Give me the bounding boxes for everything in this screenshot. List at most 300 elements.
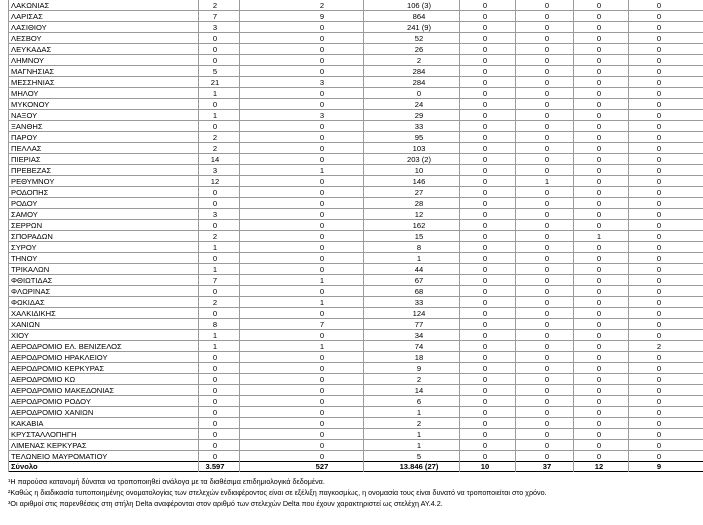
cell-value: 0 bbox=[656, 89, 662, 98]
cell-value: 0 bbox=[212, 287, 218, 296]
cell-value: 0 bbox=[544, 1, 550, 10]
grid-line bbox=[573, 0, 574, 472]
cell-value: 0 bbox=[544, 67, 550, 76]
cell-value: 0 bbox=[544, 188, 550, 197]
table-row bbox=[8, 429, 703, 440]
footnotes bbox=[8, 476, 698, 509]
cell-value: 0 bbox=[596, 56, 602, 65]
cell-value: 527 bbox=[315, 462, 329, 471]
cell-value: 0 bbox=[482, 320, 488, 329]
cell-value: 0 bbox=[319, 287, 325, 296]
cell-value: 0 bbox=[319, 441, 325, 450]
cell-value: 0 bbox=[596, 375, 602, 384]
cell-value: 1 bbox=[212, 342, 218, 351]
cell-value: 0 bbox=[596, 144, 602, 153]
cell-value: 33 bbox=[414, 298, 424, 307]
region-name: ΠΕΛΛΑΣ bbox=[11, 144, 42, 153]
cell-value: 2 bbox=[416, 375, 422, 384]
cell-value: 0 bbox=[212, 45, 218, 54]
table-row bbox=[8, 308, 703, 319]
table-row bbox=[8, 242, 703, 253]
cell-value: 0 bbox=[656, 111, 662, 120]
cell-value: 0 bbox=[482, 265, 488, 274]
table-row bbox=[8, 198, 703, 209]
cell-value: 12 bbox=[414, 210, 424, 219]
cell-value: 1 bbox=[319, 276, 325, 285]
cell-value: 0 bbox=[656, 243, 662, 252]
cell-value: 0 bbox=[656, 386, 662, 395]
cell-value: 24 bbox=[414, 100, 424, 109]
cell-value: 0 bbox=[544, 375, 550, 384]
cell-value: 0 bbox=[482, 309, 488, 318]
cell-value: 68 bbox=[414, 287, 424, 296]
region-name: ΝΑΞΟΥ bbox=[11, 111, 38, 120]
cell-value: 1 bbox=[416, 430, 422, 439]
cell-value: 0 bbox=[482, 1, 488, 10]
cell-value: 0 bbox=[656, 45, 662, 54]
cell-value: 0 bbox=[319, 155, 325, 164]
cell-value: 0 bbox=[482, 199, 488, 208]
cell-value: 0 bbox=[656, 232, 662, 241]
cell-value: 241 (9) bbox=[406, 23, 432, 32]
cell-value: 0 bbox=[544, 408, 550, 417]
cell-value: 7 bbox=[212, 12, 218, 21]
cell-value: 0 bbox=[596, 364, 602, 373]
table-row bbox=[8, 99, 703, 110]
cell-value: 0 bbox=[319, 386, 325, 395]
cell-value: 0 bbox=[482, 67, 488, 76]
cell-value: 0 bbox=[544, 111, 550, 120]
cell-value: 0 bbox=[656, 100, 662, 109]
region-name: ΦΩΚΙΔΑΣ bbox=[11, 298, 45, 307]
grid-line bbox=[628, 0, 629, 472]
table-row bbox=[8, 396, 703, 407]
region-name: ΚΑΚΑΒΙΑ bbox=[11, 419, 44, 428]
cell-value: 0 bbox=[482, 45, 488, 54]
table-row bbox=[8, 11, 703, 22]
cell-value: 0 bbox=[544, 155, 550, 164]
cell-value: 0 bbox=[319, 210, 325, 219]
cell-value: 0 bbox=[596, 287, 602, 296]
cell-value: 28 bbox=[414, 199, 424, 208]
table-row bbox=[8, 121, 703, 132]
cell-value: 0 bbox=[482, 243, 488, 252]
region-name: ΛΑΚΩΝΙΑΣ bbox=[11, 1, 50, 10]
cell-value: 0 bbox=[212, 452, 218, 461]
cell-value: 1 bbox=[212, 331, 218, 340]
cell-value: 0 bbox=[319, 45, 325, 54]
cell-value: 0 bbox=[544, 331, 550, 340]
region-name: ΤΕΛΩΝΕΙΟ ΜΑΥΡΟΜΑΤΙΟΥ bbox=[11, 452, 108, 461]
cell-value: 0 bbox=[656, 155, 662, 164]
cell-value: 0 bbox=[596, 133, 602, 142]
cell-value: 0 bbox=[544, 452, 550, 461]
cell-value: 0 bbox=[319, 353, 325, 362]
grid-line bbox=[459, 0, 460, 472]
cell-value: 0 bbox=[544, 45, 550, 54]
region-name: ΜΕΣΣΗΝΙΑΣ bbox=[11, 78, 55, 87]
table-row bbox=[8, 264, 703, 275]
cell-value: 0 bbox=[212, 100, 218, 109]
table-row bbox=[8, 66, 703, 77]
cell-value: 9 bbox=[656, 462, 662, 471]
cell-value: 2 bbox=[212, 133, 218, 142]
cell-value: 0 bbox=[544, 221, 550, 230]
cell-value: 0 bbox=[544, 254, 550, 263]
cell-value: 2 bbox=[212, 232, 218, 241]
cell-value: 44 bbox=[414, 265, 424, 274]
region-name: ΧΑΛΚΙΔΙΚΗΣ bbox=[11, 309, 56, 318]
cell-value: 0 bbox=[596, 265, 602, 274]
cell-value: 1 bbox=[319, 342, 325, 351]
table-row bbox=[8, 44, 703, 55]
region-name: ΤΗΝΟΥ bbox=[11, 254, 38, 263]
region-name: ΞΑΝΘΗΣ bbox=[11, 122, 43, 131]
cell-value: 0 bbox=[596, 34, 602, 43]
cell-value: 0 bbox=[656, 199, 662, 208]
cell-value: 0 bbox=[544, 298, 550, 307]
cell-value: 0 bbox=[596, 221, 602, 230]
cell-value: 0 bbox=[319, 144, 325, 153]
cell-value: 0 bbox=[482, 353, 488, 362]
cell-value: 14 bbox=[210, 155, 220, 164]
region-name: ΚΡΥΣΤΑΛΛΟΠΗΓΗ bbox=[11, 430, 77, 439]
cell-value: 0 bbox=[596, 67, 602, 76]
cell-value: 0 bbox=[416, 89, 422, 98]
cell-value: 1 bbox=[416, 254, 422, 263]
cell-value: 0 bbox=[212, 375, 218, 384]
cell-value: 0 bbox=[319, 199, 325, 208]
cell-value: 3 bbox=[212, 23, 218, 32]
cell-value: 0 bbox=[319, 177, 325, 186]
cell-value: 10 bbox=[414, 166, 424, 175]
cell-value: 0 bbox=[482, 342, 488, 351]
cell-value: 124 bbox=[412, 309, 426, 318]
region-name: ΡΕΘΥΜΝΟΥ bbox=[11, 177, 55, 186]
cell-value: 2 bbox=[319, 1, 325, 10]
cell-value: 2 bbox=[416, 56, 422, 65]
grid-line bbox=[8, 0, 9, 472]
cell-value: 0 bbox=[319, 408, 325, 417]
region-name: ΡΟΔΟΠΗΣ bbox=[11, 188, 49, 197]
cell-value: 2 bbox=[212, 298, 218, 307]
cell-value: 37 bbox=[542, 462, 552, 471]
region-name: ΜΥΚΟΝΟΥ bbox=[11, 100, 50, 109]
cell-value: 95 bbox=[414, 133, 424, 142]
table-row bbox=[8, 231, 703, 242]
cell-value: 0 bbox=[482, 254, 488, 263]
cell-value: 0 bbox=[596, 342, 602, 351]
cell-value: 0 bbox=[319, 67, 325, 76]
cell-value: 0 bbox=[656, 430, 662, 439]
region-name: ΑΕΡΟΔΡΟΜΙΟ ΧΑΝΙΩΝ bbox=[11, 408, 94, 417]
cell-value: 0 bbox=[319, 23, 325, 32]
table-row bbox=[8, 88, 703, 99]
table-row bbox=[8, 55, 703, 66]
cell-value: 3 bbox=[212, 166, 218, 175]
cell-value: 2 bbox=[656, 342, 662, 351]
cell-value: 0 bbox=[544, 232, 550, 241]
table-row bbox=[8, 286, 703, 297]
table-row bbox=[8, 352, 703, 363]
cell-value: 2 bbox=[416, 419, 422, 428]
footnote-1: ¹Η παρούσα κατανομή δύναται να τροποποιηθεί ανάλογα με τα διαθέσιμα επιδημιολογικά δεδομένα. bbox=[8, 477, 325, 486]
cell-value: 0 bbox=[319, 397, 325, 406]
table-row bbox=[8, 275, 703, 286]
cell-value: 21 bbox=[210, 78, 220, 87]
cell-value: 0 bbox=[596, 276, 602, 285]
cell-value: 0 bbox=[482, 287, 488, 296]
cell-value: 0 bbox=[319, 34, 325, 43]
cell-value: 0 bbox=[596, 298, 602, 307]
cell-value: 3 bbox=[212, 210, 218, 219]
region-name: ΛΑΡΙΣΑΣ bbox=[11, 12, 43, 21]
table-row bbox=[8, 363, 703, 374]
cell-value: 0 bbox=[656, 254, 662, 263]
cell-value: 1 bbox=[212, 89, 218, 98]
cell-value: 12 bbox=[210, 177, 220, 186]
cell-value: 0 bbox=[482, 12, 488, 21]
cell-value: 0 bbox=[319, 309, 325, 318]
table-row bbox=[8, 341, 703, 352]
cell-value: 0 bbox=[482, 23, 488, 32]
table-row bbox=[8, 330, 703, 341]
cell-value: 0 bbox=[482, 56, 488, 65]
cell-value: 15 bbox=[414, 232, 424, 241]
cell-value: 10 bbox=[480, 462, 490, 471]
cell-value: 33 bbox=[414, 122, 424, 131]
cell-value: 0 bbox=[482, 441, 488, 450]
cell-value: 26 bbox=[414, 45, 424, 54]
cell-value: 0 bbox=[212, 441, 218, 450]
cell-value: 0 bbox=[212, 386, 218, 395]
cell-value: 34 bbox=[414, 331, 424, 340]
cell-value: 0 bbox=[656, 1, 662, 10]
cell-value: 0 bbox=[656, 452, 662, 461]
cell-value: 0 bbox=[319, 100, 325, 109]
cell-value: 0 bbox=[319, 122, 325, 131]
cell-value: 2 bbox=[212, 144, 218, 153]
cell-value: 0 bbox=[544, 89, 550, 98]
cell-value: 0 bbox=[656, 276, 662, 285]
cell-value: 0 bbox=[212, 122, 218, 131]
cell-value: 0 bbox=[656, 166, 662, 175]
cell-value: 0 bbox=[596, 243, 602, 252]
table-row bbox=[8, 374, 703, 385]
cell-value: 8 bbox=[212, 320, 218, 329]
region-name: ΜΗΛΟΥ bbox=[11, 89, 39, 98]
cell-value: 0 bbox=[319, 331, 325, 340]
cell-value: 0 bbox=[482, 34, 488, 43]
cell-value: 0 bbox=[544, 397, 550, 406]
region-name: ΣΕΡΡΩΝ bbox=[11, 221, 43, 230]
region-name: ΛΑΣΙΘΙΟΥ bbox=[11, 23, 47, 32]
cell-value: 0 bbox=[482, 221, 488, 230]
cell-value: 1 bbox=[212, 265, 218, 274]
cell-value: 0 bbox=[656, 298, 662, 307]
region-name: ΑΕΡΟΔΡΟΜΙΟ ΚΩ bbox=[11, 375, 76, 384]
cell-value: 0 bbox=[656, 309, 662, 318]
cell-value: 0 bbox=[656, 78, 662, 87]
cell-value: 284 bbox=[412, 67, 426, 76]
cell-value: 0 bbox=[319, 254, 325, 263]
cell-value: 0 bbox=[482, 452, 488, 461]
region-name: ΣΥΡΟΥ bbox=[11, 243, 37, 252]
table-row bbox=[8, 319, 703, 330]
cell-value: 0 bbox=[596, 1, 602, 10]
cell-value: 0 bbox=[656, 210, 662, 219]
cell-value: 0 bbox=[596, 309, 602, 318]
cell-value: 0 bbox=[482, 210, 488, 219]
cell-value: 0 bbox=[319, 430, 325, 439]
cell-value: 0 bbox=[482, 100, 488, 109]
cell-value: 0 bbox=[212, 430, 218, 439]
cell-value: 0 bbox=[544, 364, 550, 373]
table-row bbox=[8, 77, 703, 88]
cell-value: 0 bbox=[656, 23, 662, 32]
cell-value: 0 bbox=[319, 133, 325, 142]
cell-value: 0 bbox=[656, 331, 662, 340]
region-name: ΜΑΓΝΗΣΙΑΣ bbox=[11, 67, 55, 76]
table-row bbox=[8, 143, 703, 154]
table-row bbox=[8, 297, 703, 308]
cell-value: 0 bbox=[596, 430, 602, 439]
cell-value: 0 bbox=[482, 133, 488, 142]
region-name: ΑΕΡΟΔΡΟΜΙΟ ΡΟΔΟΥ bbox=[11, 397, 91, 406]
cell-value: 0 bbox=[544, 23, 550, 32]
cell-value: 162 bbox=[412, 221, 426, 230]
cell-value: 0 bbox=[656, 122, 662, 131]
cell-value: 9 bbox=[416, 364, 422, 373]
cell-value: 67 bbox=[414, 276, 424, 285]
cell-value: 0 bbox=[482, 430, 488, 439]
cell-value: 14 bbox=[414, 386, 424, 395]
cell-value: 0 bbox=[319, 419, 325, 428]
cell-value: 0 bbox=[596, 89, 602, 98]
cell-value: 106 (3) bbox=[406, 1, 432, 10]
cell-value: 284 bbox=[412, 78, 426, 87]
cell-value: 0 bbox=[656, 375, 662, 384]
cell-value: 74 bbox=[414, 342, 424, 351]
region-name: ΑΕΡΟΔΡΟΜΙΟ ΚΕΡΚΥΡΑΣ bbox=[11, 364, 105, 373]
cell-value: 0 bbox=[596, 177, 602, 186]
grid-line bbox=[515, 0, 516, 472]
cell-value: 9 bbox=[319, 12, 325, 21]
cell-value: 1 bbox=[416, 408, 422, 417]
table-row bbox=[8, 110, 703, 121]
region-name: ΠΡΕΒΕΖΑΣ bbox=[11, 166, 52, 175]
cell-value: 0 bbox=[482, 177, 488, 186]
region-name: ΛΕΣΒΟΥ bbox=[11, 34, 42, 43]
cell-value: 0 bbox=[212, 221, 218, 230]
table-row bbox=[8, 33, 703, 44]
cell-value: 0 bbox=[212, 408, 218, 417]
table-row bbox=[8, 154, 703, 165]
region-name: ΧΙΟΥ bbox=[11, 331, 29, 340]
cell-value: 1 bbox=[319, 298, 325, 307]
cell-value: 0 bbox=[319, 221, 325, 230]
cell-value: 0 bbox=[319, 375, 325, 384]
cell-value: 0 bbox=[656, 12, 662, 21]
cell-value: 0 bbox=[656, 133, 662, 142]
region-name: ΛΕΥΚΑΔΑΣ bbox=[11, 45, 52, 54]
cell-value: 0 bbox=[482, 232, 488, 241]
cell-value: 0 bbox=[482, 78, 488, 87]
cell-value: 103 bbox=[412, 144, 426, 153]
table-row bbox=[8, 418, 703, 429]
cell-value: 0 bbox=[544, 342, 550, 351]
table-row bbox=[8, 253, 703, 264]
cell-value: 0 bbox=[482, 298, 488, 307]
cell-value: 2 bbox=[212, 1, 218, 10]
cell-value: 0 bbox=[212, 353, 218, 362]
cell-value: 6 bbox=[416, 397, 422, 406]
cell-value: 0 bbox=[656, 353, 662, 362]
cell-value: 0 bbox=[544, 309, 550, 318]
cell-value: 0 bbox=[656, 56, 662, 65]
table-row bbox=[8, 0, 703, 11]
cell-value: 0 bbox=[596, 441, 602, 450]
cell-value: 0 bbox=[596, 188, 602, 197]
table-row bbox=[8, 132, 703, 143]
cell-value: 146 bbox=[412, 177, 426, 186]
cell-value: 0 bbox=[482, 166, 488, 175]
cell-value: 0 bbox=[656, 320, 662, 329]
cell-value: 0 bbox=[656, 144, 662, 153]
cell-value: 0 bbox=[319, 56, 325, 65]
cell-value: 0 bbox=[596, 397, 602, 406]
cell-value: 7 bbox=[212, 276, 218, 285]
region-name: ΠΑΡΟΥ bbox=[11, 133, 38, 142]
region-name: ΡΟΔΟΥ bbox=[11, 199, 38, 208]
cell-value: 0 bbox=[596, 122, 602, 131]
footnote-2: ²Καθώς η διαδικασία τυποποιημένης ονοματολογίας των στελεχών ενδιαφέροντος είναι σε εξέλιξη παγκοσμίως, η ονομασία τους είναι δυνατό να τροποποιείται στο χρόνο. bbox=[8, 488, 547, 497]
region-name: ΑΕΡΟΔΡΟΜΙΟ ΗΡΑΚΛΕΙΟΥ bbox=[11, 353, 108, 362]
table-row bbox=[8, 209, 703, 220]
total-label: Σύνολο bbox=[11, 462, 38, 471]
cell-value: 0 bbox=[544, 210, 550, 219]
cell-value: 0 bbox=[482, 408, 488, 417]
cell-value: 0 bbox=[544, 100, 550, 109]
cell-value: 0 bbox=[596, 331, 602, 340]
footnote-3: ³Οι αριθμοί στις παρενθέσεις στη στήλη Delta αναφέρονται στον αριθμό των στελεχών Delta που έχουν χαρακτηριστεί ως στελέχη ΑΥ.4.2. bbox=[8, 499, 443, 508]
table-row bbox=[8, 385, 703, 396]
grid-line bbox=[363, 0, 364, 472]
cell-value: 0 bbox=[596, 408, 602, 417]
cell-value: 27 bbox=[414, 188, 424, 197]
cell-value: 0 bbox=[656, 287, 662, 296]
cell-value: 29 bbox=[414, 111, 424, 120]
cell-value: 0 bbox=[544, 34, 550, 43]
cell-value: 0 bbox=[544, 56, 550, 65]
cell-value: 0 bbox=[596, 100, 602, 109]
cell-value: 0 bbox=[319, 265, 325, 274]
cell-value: 864 bbox=[412, 12, 426, 21]
cell-value: 0 bbox=[212, 188, 218, 197]
cell-value: 0 bbox=[596, 210, 602, 219]
cell-value: 0 bbox=[482, 375, 488, 384]
cell-value: 0 bbox=[656, 364, 662, 373]
region-name: ΠΙΕΡΙΑΣ bbox=[11, 155, 41, 164]
cell-value: 0 bbox=[596, 199, 602, 208]
cell-value: 1 bbox=[416, 441, 422, 450]
table-row bbox=[8, 407, 703, 418]
cell-value: 0 bbox=[544, 265, 550, 274]
cell-value: 0 bbox=[656, 34, 662, 43]
cell-value: 0 bbox=[212, 34, 218, 43]
cell-value: 0 bbox=[596, 78, 602, 87]
cell-value: 0 bbox=[482, 122, 488, 131]
